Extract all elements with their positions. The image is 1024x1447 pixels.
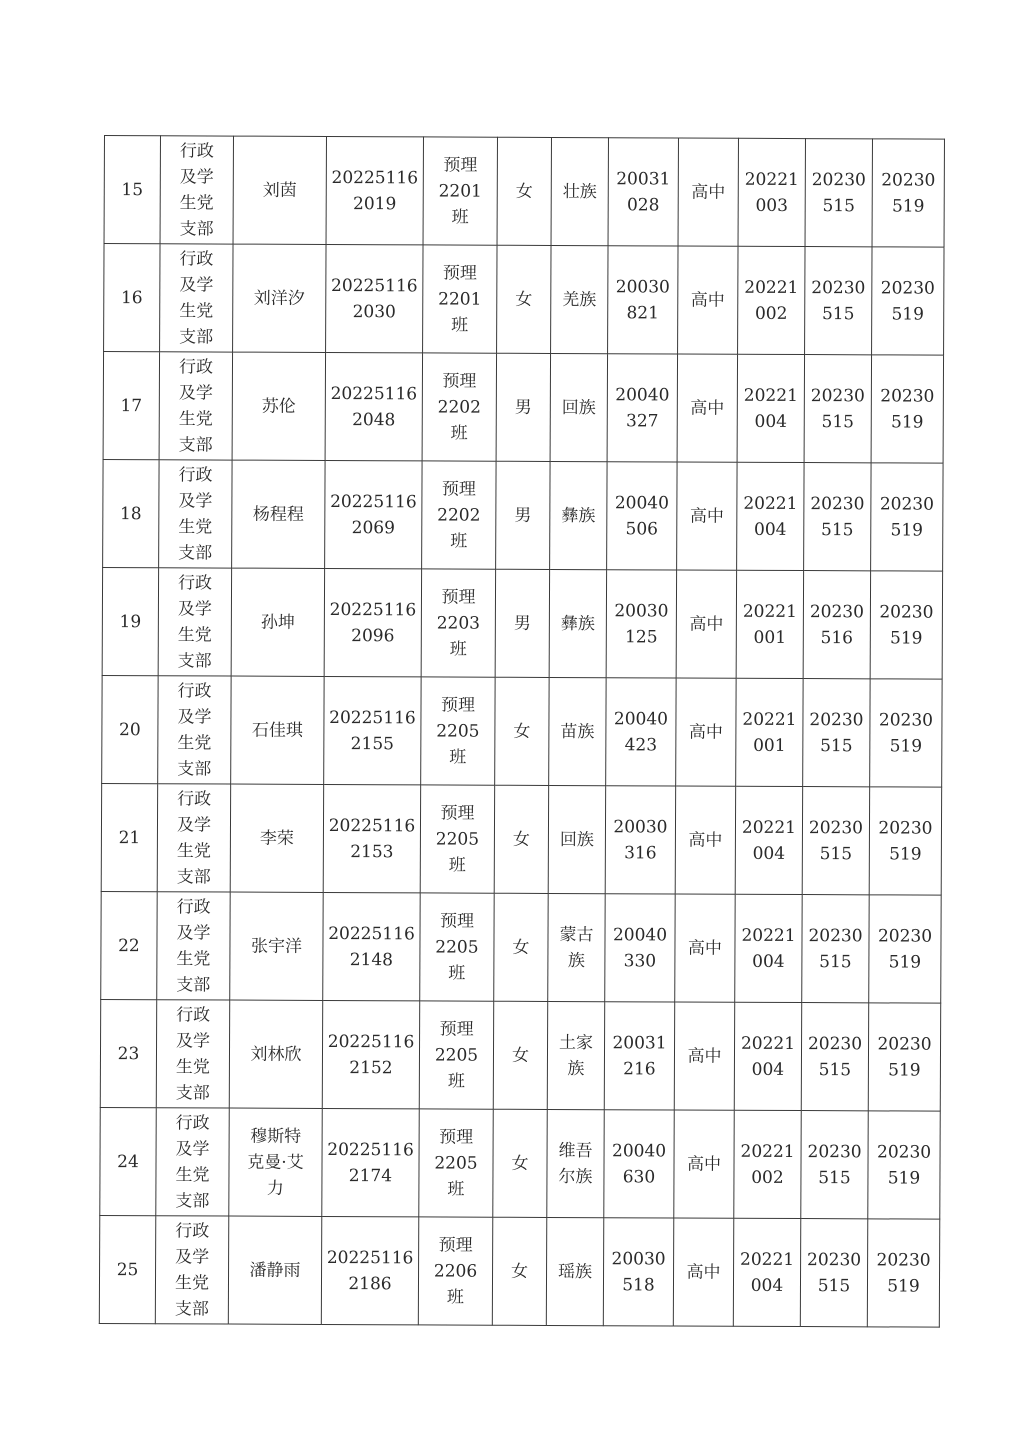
cell-student-id: 20225116 2174 — [322, 1108, 419, 1216]
cell-no: 22 — [101, 891, 157, 999]
cell-ethnicity: 维吾 尔族 — [547, 1109, 604, 1217]
cell-class: 预理 2205 班 — [420, 785, 494, 893]
cell-date3: 20230 519 — [868, 1003, 940, 1111]
cell-date2: 20230 515 — [801, 1111, 868, 1219]
cell-student-id: 20225116 2155 — [324, 676, 421, 784]
cell-ethnicity: 瑶族 — [546, 1217, 603, 1325]
table-row — [104, 136, 944, 248]
cell-name: 刘林欣 — [229, 1000, 322, 1108]
cell-ethnicity: 蒙古 族 — [548, 893, 605, 1001]
cell-branch: 行政 及学 生党 支部 — [157, 784, 230, 892]
cell-class: 预理 2201 班 — [423, 137, 497, 245]
cell-branch: 行政 及学 生党 支部 — [157, 892, 230, 1000]
cell-student-id: 20225116 2048 — [325, 352, 422, 460]
cell-student-id: 20225116 2030 — [326, 244, 423, 352]
cell-date3: 20230 519 — [871, 355, 943, 463]
cell-name: 张宇洋 — [230, 892, 323, 1000]
table-row — [101, 891, 941, 1003]
cell-sex: 女 — [494, 893, 548, 1001]
cell-date3: 20230 519 — [870, 679, 942, 787]
cell-branch: 行政 及学 生党 支部 — [160, 244, 233, 352]
cell-date2: 20230 515 — [801, 1003, 868, 1111]
cell-student-id: 20225116 2152 — [322, 1000, 419, 1108]
cell-branch: 行政 及学 生党 支部 — [158, 676, 231, 784]
cell-name: 李荣 — [230, 784, 323, 892]
cell-date2: 20230 515 — [804, 463, 871, 571]
cell-sex: 女 — [493, 1109, 547, 1217]
cell-sex: 女 — [497, 245, 551, 353]
cell-education: 高中 — [675, 786, 735, 894]
cell-ethnicity: 彝族 — [549, 569, 606, 677]
cell-class: 预理 2205 班 — [421, 677, 495, 785]
cell-birth: 20040 506 — [607, 462, 677, 570]
cell-branch: 行政 及学 生党 支部 — [158, 568, 231, 676]
cell-no: 20 — [102, 675, 158, 783]
cell-student-id: 20225116 2153 — [323, 784, 420, 892]
cell-date3: 20230 519 — [868, 1111, 940, 1219]
cell-education: 高中 — [677, 462, 737, 570]
cell-education: 高中 — [674, 1002, 734, 1110]
cell-sex: 女 — [497, 137, 551, 245]
cell-date2: 20230 515 — [805, 139, 872, 247]
cell-no: 24 — [100, 1107, 156, 1215]
cell-sex: 女 — [493, 1001, 547, 1109]
cell-no: 17 — [103, 352, 159, 460]
table-row — [100, 1107, 940, 1219]
cell-student-id: 20225116 2148 — [323, 892, 420, 1000]
table-row — [101, 783, 941, 895]
cell-date1: 20221 004 — [737, 462, 804, 570]
cell-date1: 20221 002 — [734, 1110, 801, 1218]
cell-sex: 男 — [496, 353, 550, 461]
table-body — [99, 136, 944, 1328]
cell-date3: 20230 519 — [867, 1219, 939, 1327]
cell-ethnicity: 回族 — [550, 353, 607, 461]
cell-date2: 20230 515 — [802, 895, 869, 1003]
cell-branch: 行政 及学 生党 支部 — [159, 460, 232, 568]
cell-birth: 20030 821 — [608, 246, 678, 354]
cell-no: 25 — [99, 1215, 155, 1323]
cell-ethnicity: 回族 — [548, 785, 605, 893]
table-row — [103, 352, 943, 464]
table-row — [102, 675, 942, 787]
cell-class: 预理 2205 班 — [419, 1109, 493, 1217]
cell-student-id: 20225116 2069 — [325, 460, 422, 568]
cell-education: 高中 — [678, 138, 738, 246]
cell-date1: 20221 004 — [735, 786, 802, 894]
cell-date1: 20221 001 — [736, 678, 803, 786]
cell-name: 杨程程 — [232, 460, 325, 568]
cell-sex: 女 — [494, 785, 548, 893]
cell-education: 高中 — [678, 246, 738, 354]
cell-date1: 20221 003 — [738, 138, 805, 246]
cell-name: 石佳琪 — [231, 676, 324, 784]
cell-student-id: 20225116 2096 — [324, 568, 421, 676]
cell-date3: 20230 519 — [872, 139, 944, 247]
cell-branch: 行政 及学 生党 支部 — [156, 1108, 229, 1216]
cell-no: 15 — [104, 136, 160, 244]
cell-ethnicity: 苗族 — [549, 677, 606, 785]
cell-birth: 20040 423 — [606, 678, 676, 786]
cell-date3: 20230 519 — [871, 463, 943, 571]
cell-education: 高中 — [676, 678, 736, 786]
cell-birth: 20031 028 — [608, 138, 678, 246]
cell-date3: 20230 519 — [869, 895, 941, 1003]
cell-date2: 20230 515 — [803, 679, 870, 787]
cell-ethnicity: 羌族 — [551, 245, 608, 353]
cell-birth: 20030 316 — [605, 786, 675, 894]
cell-birth: 20030 125 — [606, 570, 676, 678]
cell-date1: 20221 004 — [737, 354, 804, 462]
cell-birth: 20040 327 — [607, 354, 677, 462]
cell-student-id: 20225116 2019 — [326, 136, 423, 244]
cell-date2: 20230 515 — [800, 1219, 867, 1327]
cell-sex: 男 — [495, 569, 549, 677]
cell-no: 16 — [104, 244, 160, 352]
cell-education: 高中 — [676, 570, 736, 678]
cell-date3: 20230 519 — [872, 247, 944, 355]
cell-date3: 20230 519 — [869, 787, 941, 895]
table-row — [99, 1215, 939, 1327]
cell-education: 高中 — [673, 1218, 733, 1326]
member-table — [99, 135, 945, 1328]
table-row — [104, 244, 944, 356]
cell-sex: 男 — [496, 461, 550, 569]
cell-class: 预理 2202 班 — [422, 461, 496, 569]
cell-branch: 行政 及学 生党 支部 — [159, 352, 232, 460]
cell-birth: 20030 518 — [603, 1218, 673, 1326]
cell-student-id: 20225116 2186 — [321, 1216, 418, 1324]
cell-date2: 20230 515 — [802, 787, 869, 895]
cell-date2: 20230 515 — [805, 247, 872, 355]
cell-no: 18 — [103, 459, 159, 567]
cell-name: 穆斯特 克曼·艾 力 — [229, 1108, 322, 1216]
table-row — [100, 999, 940, 1111]
cell-class: 预理 2205 班 — [420, 893, 494, 1001]
cell-name: 刘洋汐 — [233, 244, 326, 352]
cell-class: 预理 2206 班 — [418, 1217, 492, 1325]
cell-birth: 20040 630 — [604, 1110, 674, 1218]
cell-name: 潘静雨 — [228, 1216, 321, 1324]
cell-ethnicity: 土家 族 — [547, 1001, 604, 1109]
cell-name: 刘茵 — [233, 136, 326, 244]
cell-date3: 20230 519 — [870, 571, 942, 679]
cell-date1: 20221 002 — [738, 246, 805, 354]
member-table-wrapper — [99, 135, 944, 1328]
cell-date1: 20221 004 — [733, 1218, 800, 1326]
cell-class: 预理 2205 班 — [419, 1001, 493, 1109]
cell-date1: 20221 001 — [736, 570, 803, 678]
cell-sex: 女 — [492, 1217, 546, 1325]
cell-branch: 行政 及学 生党 支部 — [155, 1216, 228, 1324]
cell-no: 19 — [102, 567, 158, 675]
cell-branch: 行政 及学 生党 支部 — [156, 1000, 229, 1108]
cell-class: 预理 2203 班 — [421, 569, 495, 677]
cell-name: 孙坤 — [231, 568, 324, 676]
cell-birth: 20031 216 — [604, 1002, 674, 1110]
cell-date2: 20230 516 — [803, 571, 870, 679]
cell-ethnicity: 壮族 — [551, 137, 608, 245]
cell-education: 高中 — [675, 894, 735, 1002]
cell-education: 高中 — [674, 1110, 734, 1218]
cell-birth: 20040 330 — [605, 894, 675, 1002]
cell-date2: 20230 515 — [804, 355, 871, 463]
cell-no: 23 — [100, 999, 156, 1107]
cell-no: 21 — [101, 783, 157, 891]
cell-class: 预理 2202 班 — [422, 353, 496, 461]
cell-date1: 20221 004 — [735, 894, 802, 1002]
cell-sex: 女 — [495, 677, 549, 785]
cell-class: 预理 2201 班 — [423, 245, 497, 353]
table-row — [103, 459, 943, 571]
cell-ethnicity: 彝族 — [550, 461, 607, 569]
cell-branch: 行政 及学 生党 支部 — [160, 136, 233, 244]
cell-name: 苏伦 — [232, 352, 325, 460]
cell-education: 高中 — [677, 354, 737, 462]
cell-date1: 20221 004 — [734, 1002, 801, 1110]
table-row — [102, 567, 942, 679]
